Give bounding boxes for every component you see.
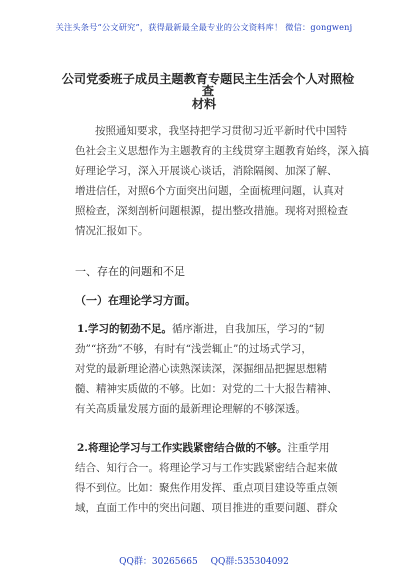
item-2-first-line [75,438,343,458]
intro-line: 好理论学习，深入开展谈心谈话，消除隔阂、加深了解、 [75,165,338,177]
qq-group-2: QQ群:535304092 [210,557,289,567]
item-2-line: 域，直面工作中的突出问题、项目推进的重要问题、群众 [75,502,338,514]
section-heading: 一、存在的问题和不足 [75,265,185,278]
intro-line: 色社会主义思想作为主题教育的主线贯穿主题教育始终，深入搞 [75,145,369,157]
intro-line: 照检查，深刻剖析问题根源，提出整改措施。现将对照检查 [75,205,348,217]
item-1-line: 对党的最新理论潜心读熟深读深，深掘细品把握思想精 [75,363,327,375]
item-2-paragraph [75,438,343,518]
item-1-heading: 1.学习的韧劲不足。 [77,323,172,335]
intro-paragraph [75,121,369,241]
qq-group-1: QQ群：30265665 [119,557,198,567]
document-title-line-2: 材料 [191,97,217,111]
item-1-text: 循序渐进，自我加压，学习的“韧 [171,323,325,335]
intro-line: 情况汇报如下。 [75,225,149,237]
item-2-text: 注重学用 [287,442,330,454]
item-1-line: 有关高质量发展方面的最新理论理解的不够深透。 [75,403,306,415]
item-2-line: 结合、知行合一。将理论学习与工作实践紧密结合起来做 [75,462,338,474]
document-title-line-1: 公司党委班子成员主题教育专题民主生活会个人对照检查 [61,72,355,99]
header-banner: 关注头条号“公文研究”，获得最新最全最专业的公文资料库！ 微信：gongwenj [55,22,353,32]
footer-contact [0,554,408,567]
item-1-line: 劲”“挤劲”不够，有时有“浅尝辄止”的过场式学习， [75,343,312,355]
item-1-paragraph [75,319,343,419]
intro-line: 按照通知要求，我坚持把学习贯彻习近平新时代中国特 [95,125,347,137]
item-1-first-line [75,319,343,339]
subsection-heading: （一）在理论学习方面。 [75,294,196,307]
intro-line: 增进信任，对照6个方面突出问题，全面梳理问题，认真对 [75,185,345,197]
item-2-line: 得不到位。比如：聚焦作用发挥、重点项目建设等重点领 [75,482,338,494]
item-1-line: 髓、精神实质做的不够。比如：对党的二十大报告精神、 [75,383,338,395]
item-2-heading: 2.将理论学习与工作实践紧密结合做的不够。 [77,442,288,454]
